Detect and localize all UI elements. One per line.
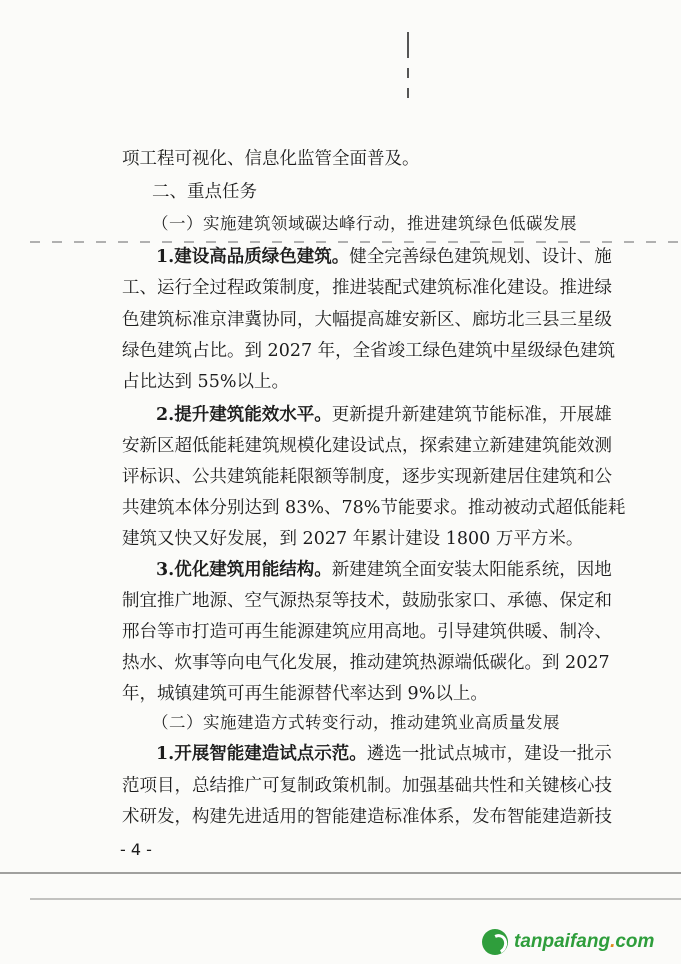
scan-mark (407, 88, 409, 98)
watermark (482, 927, 654, 957)
paragraph-line: 邢台等市打造可再生能源建筑应用高地。引导建筑供暖、制冷、 (122, 622, 612, 642)
section-heading: 二、重点任务 (152, 182, 257, 202)
paragraph-line: 占比达到 55%以上。 (122, 372, 289, 392)
scan-mark (407, 32, 409, 58)
paragraph-line: 工、运行全过程政策制度，推进装配式建筑标准化建设。推进绿 (122, 278, 612, 298)
paragraph-line: 绿色建筑占比。到 2027 年，全省竣工绿色建筑中星级绿色建筑 (122, 341, 616, 361)
paragraph-line: 3.优化建筑用能结构。新建建筑全面安装太阳能系统，因地 (156, 560, 612, 580)
paragraph-line: 评标识、公共建筑能耗限额等制度，逐步实现新建居住建筑和公 (122, 467, 612, 487)
paragraph-line: 热水、炊事等向电气化发展，推动建筑热源端低碳化。到 2027 (122, 653, 610, 673)
item-lead: 3.优化建筑用能结构。 (156, 560, 332, 580)
scan-rule (0, 872, 681, 874)
item-lead: 2.提升建筑能效水平。 (156, 405, 332, 425)
continuation-text: 项工程可视化、信息化监管全面普及。 (122, 149, 420, 169)
paragraph-line: 术研发，构建先进适用的智能建造标准体系，发布智能建造新技 (122, 807, 612, 827)
paragraph-line: 范项目，总结推广可复制政策机制。加强基础共性和关键核心技 (122, 776, 612, 796)
paragraph-line: 制宜推广地源、空气源热泵等技术，鼓励张家口、承德、保定和 (122, 591, 612, 611)
paragraph-line: 年，城镇建筑可再生能源替代率达到 9%以上。 (122, 684, 488, 704)
paragraph-line: 1.开展智能建造试点示范。遴选一批试点城市，建设一批示 (156, 744, 612, 764)
page-number: - 4 - (120, 840, 152, 859)
scan-mark (407, 68, 409, 78)
scan-rule (0, 898, 681, 900)
subsection-heading-2: （二）实施建造方式转变行动，推动建筑业高质量发展 (152, 713, 560, 732)
paragraph-line: 安新区超低能耗建筑规模化建设试点，探索建立新建建筑能效测 (122, 436, 612, 456)
paragraph-line: 建筑又快又好发展，到 2027 年累计建设 1800 万平方米。 (122, 529, 584, 549)
paragraph-line: 共建筑本体分别达到 83%、78%节能要求。推动被动式超低能耗 (122, 498, 626, 518)
leaf-logo-icon (482, 929, 508, 955)
watermark-text: tanpaifang.com (514, 931, 655, 952)
subsection-heading-1: （一）实施建筑领域碳达峰行动，推进建筑绿色低碳发展 (152, 214, 577, 233)
paragraph-line: 2.提升建筑能效水平。更新提升新建建筑节能标准，开展雄 (156, 405, 612, 425)
paragraph-line: 1.建设高品质绿色建筑。健全完善绿色建筑规划、设计、施 (156, 247, 612, 267)
paragraph-line: 色建筑标准京津冀协同，大幅提高雄安新区、廊坊北三县三星级 (122, 310, 612, 330)
item-lead: 1.开展智能建造试点示范。 (156, 744, 367, 764)
item-lead: 1.建设高品质绿色建筑。 (156, 247, 350, 267)
